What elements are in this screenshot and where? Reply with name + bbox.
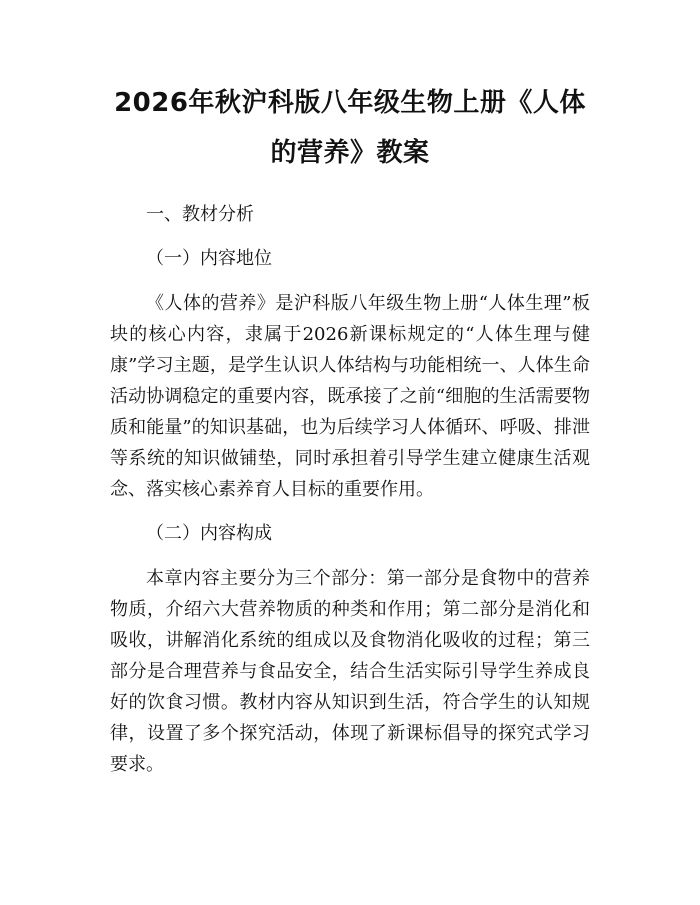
document-title: 2026年秋沪科版八年级生物上册《人体的营养》教案	[114, 88, 586, 168]
subsection-heading-content-position: （一）内容地位	[146, 248, 272, 269]
paragraph-content-position: 《人体的营养》是沪科版八年级生物上册“人体生理”板块的核心内容，隶属于2026新课标规定的“人体生理与健康”学习主题，是学生认识人体结构与功能相统一、人体生命活动协调稳定的重要内容，既承接了之前“细胞的生活需要物质和能量”的知识基础，也为后续学习人体循环、呼吸、排泄等系统的知识做铺垫，同时承担着引导学生建立健康生活观念、落实核心素养育人目标的重要作用。	[110, 293, 590, 500]
section-heading-textbook-analysis: 一、教材分析	[146, 204, 254, 225]
paragraph-content-structure: 本章内容主要分为三个部分：第一部分是食物中的营养物质，介绍六大营养物质的种类和作用；第二部分是消化和吸收，讲解消化系统的组成以及食物消化吸收的过程；第三部分是合理营养与食品安全，结合生活实际引导学生养成良好的饮食习惯。教材内容从知识到生活，符合学生的认知规律，设置了多个探究活动，体现了新课标倡导的探究式学习要求。	[110, 568, 590, 775]
subsection-heading-content-structure: （二）内容构成	[146, 523, 272, 544]
